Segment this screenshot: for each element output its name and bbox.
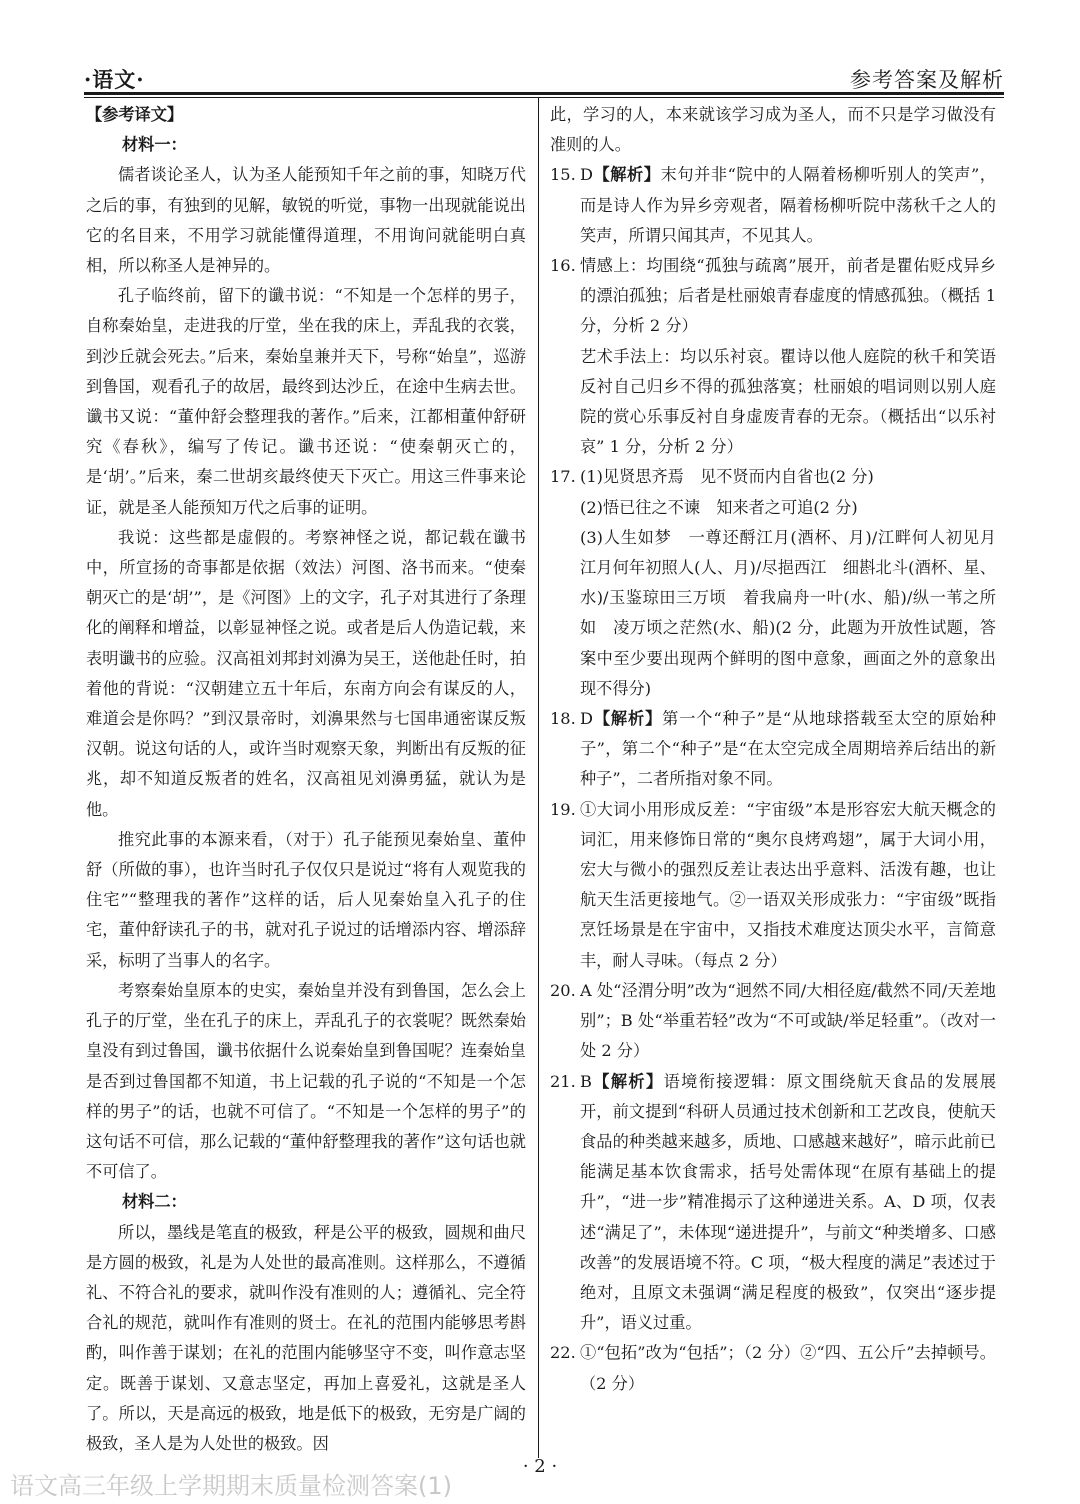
answer-text: 语境衔接逻辑：原文围绕航天食品的发展展开，前文提到“科研人员通过技术创新和工艺改良，使航天食品的种类越来越多，质地、口感越来越好”，暗示此前已能满足基本饮食需求，括号处需体现“在原有基础上的提升”，“进一步”精准揭示了这种递进关系。A、D 项，仅表述“满足了”，未体现“递进提升”，与前文“种类增多、口感改善”的发展语境不符。C 项，“极大程度的满足”表述过于绝对，且原文未强调“满足程度的极致”，仅突出“逐步提升”，语义过重。 bbox=[580, 1071, 997, 1333]
analysis-tag: 【解析】 bbox=[591, 1071, 664, 1091]
answer-choice: D bbox=[580, 165, 593, 185]
answer-item-17 bbox=[550, 462, 1013, 704]
answer-text: 艺术手法上：均以乐衬哀。瞿诗以他人庭院的秋千和笑语反衬自己归乡不得的孤独落寞；杜丽娘的唱词则以别人庭院的赏心乐事反衬自身虚废青春的无奈。（概括出“以乐衬哀” 1 分，分析 2 分） bbox=[580, 346, 996, 457]
watermark-text: 语文高三年级上学期期末质量检测答案(1) bbox=[10, 1472, 452, 1500]
answer-text: (1)见贤思齐焉 见不贤而内自省也(2 分) bbox=[580, 467, 874, 487]
answer-text: ①“包拓”改为“包括”；（2 分）②“四、五公斤”去掉顿号。（2 分） bbox=[580, 1343, 996, 1393]
question-number: 17. bbox=[550, 467, 576, 487]
paragraph: 所以，墨线是笔直的极致，秤是公平的极致，圆规和曲尺是方圆的极致，礼是为人处世的最高准则。这样那么，不遵循礼、不符合礼的要求，就叫作没有准则的人；遵循礼、完全符合礼的规范，就叫作有准则的贤士。在礼的范围内能够思考斟酌，叫作善于谋划；在礼的范围内能够坚守不变，叫作意志坚定。既善于谋划、又意志坚定，再加上喜爱礼，这就是圣人了。所以，天是高远的极致，地是低下的极致，无穷是广阔的极致，圣人是为人处世的极致。因 bbox=[86, 1222, 526, 1453]
answer-text: ①大词小用形成反差：“宇宙级”本是形容宏大航天概念的词汇，用来修饰日常的“奥尔良烤鸡翅”，属于大词小用，宏大与微小的强烈反差让表达出乎意料、活泼有趣，也让航天生活更接地气。②一语双关形成张力：“宇宙级”既指烹饪场景是在宇宙中，又指技术难度达顶尖水平，言简意丰，耐人寻味。（每点 2 分） bbox=[580, 799, 996, 970]
section-title: 【参考译文】 bbox=[86, 105, 184, 124]
page-number: · 2 · bbox=[522, 1456, 558, 1477]
paragraph: 孔子临终前，留下的谶书说：“不知是一个怎样的男子，自称秦始皇，走进我的厅堂，坐在我的床上，弄乱我的衣裳，到沙丘就会死去。”后来，秦始皇兼并天下，号称“始皇”，巡游到鲁国，观看孔子的故居，最终到达沙丘，在途中生病去世。谶书又说：“董仲舒会整理我的著作。”后来，江都相董仲舒研究《春秋》，编写了传记。谶书还说：“使秦朝灭亡的，是‘胡’。”后来，秦二世胡亥最终使天下灭亡。用这三件事来论证，就是圣人能预知万代之后事的证明。 bbox=[86, 286, 526, 517]
answer-text: 末句并非“院中的人隔着杨柳听别人的笑声”，而是诗人作为异乡旁观者，隔着杨柳听院中荡秋千之人的笑声，所谓只闻其声，不见其人。 bbox=[580, 165, 996, 245]
answer-text: 情感上：均围绕“孤独与疏离”展开，前者是瞿佑贬戍异乡的漂泊孤独；后者是杜丽娘青春虚度的情感孤独。（概括 1 分，分析 2 分） bbox=[580, 256, 996, 336]
answer-text: (3)人生如梦 一尊还酹江月(酒杯、月)/江畔何人初见月 江月何年初照人(人、月)/尽挹西江 细斟北斗(酒杯、星、水)/玉鉴琼田三万顷 着我扁舟一叶(水、船)/纵一苇之所如 凌万顷之茫然(水、船)(2 分，此题为开放性试题，答案中至少要出现两个鲜明的图中意象，画面之外的意象出现不得分) bbox=[580, 527, 1013, 698]
question-number: 15. bbox=[550, 165, 576, 185]
question-number: 22. bbox=[550, 1343, 576, 1363]
answer-choice: B bbox=[580, 1071, 592, 1091]
material-one-title: 材料一： bbox=[122, 135, 187, 155]
question-number: 21. bbox=[550, 1071, 576, 1091]
question-number: 19. bbox=[550, 799, 576, 819]
subject-label: ·语文· bbox=[84, 67, 145, 92]
column-divider bbox=[538, 98, 539, 1458]
answer-item-22 bbox=[550, 1338, 996, 1398]
answer-text: (2)悟已往之不谏 知来者之可追(2 分) bbox=[580, 497, 858, 517]
answer-item-21 bbox=[550, 1067, 996, 1339]
paragraph: 推究此事的本源来看，（对于）孔子能预见秦始皇、董仲舒（所做的事），也许当时孔子仅仅只是说过“将有人观览我的住宅”“整理我的著作”这样的话，后人见秦始皇入孔子的住宅，董仲舒读孔子的书，就对孔子说过的话增添内容、增添辞采，标明了当事人的名字。 bbox=[86, 829, 526, 970]
analysis-tag: 【解析】 bbox=[592, 165, 661, 185]
question-number: 16. bbox=[550, 256, 576, 276]
header-rule-thin bbox=[84, 97, 1004, 98]
question-number: 18. bbox=[550, 709, 576, 729]
answer-item-20 bbox=[550, 976, 996, 1067]
material-two-title: 材料二： bbox=[122, 1192, 187, 1212]
paragraph: 考察秦始皇原本的史实，秦始皇并没有到鲁国，怎么会上孔子的厅堂，坐在孔子的床上，弄乱孔子的衣裳呢？既然秦始皇没有到过鲁国，谶书依据什么说秦始皇到鲁国呢？连秦始皇是否到过鲁国都不知道，书上记载的孔子说的“不知是一个怎样的男子”的话，也就不可信了。“不知是一个怎样的男子”的这句话不可信，那么记载的“董仲舒整理我的著作”这句话也就不可信了。 bbox=[86, 980, 526, 1182]
answer-choice: D bbox=[580, 709, 593, 729]
question-number: 20. bbox=[550, 980, 576, 1000]
header-title: 参考答案及解析 bbox=[850, 68, 1004, 92]
answer-item-16 bbox=[550, 251, 996, 462]
answer-text: 第一个“种子”是“从地球搭载至太空的原始种子”，第二个“种子”是“在太空完成全周期培养后结出的新种子”，二者所指对象不同。 bbox=[580, 709, 997, 789]
answer-item-19 bbox=[550, 795, 996, 976]
right-column bbox=[550, 100, 1013, 1399]
header-rule-thick bbox=[84, 92, 1004, 95]
answer-item-15 bbox=[550, 160, 996, 251]
paragraph: 儒者谈论圣人，认为圣人能预知千年之前的事，知晓万代之后的事，有独到的见解，敏锐的听觉，事物一出现就能说出它的名目来，不用学习就能懂得道理，不用询问就能明白真相，所以称圣人是神异的。 bbox=[86, 165, 526, 276]
left-column bbox=[86, 100, 526, 1459]
analysis-tag: 【解析】 bbox=[592, 709, 663, 729]
continued-paragraph: 此，学习的人，本来就该学习成为圣人，而不只是学习做没有准则的人。 bbox=[550, 105, 996, 155]
answer-text: A 处“泾渭分明”改为“迥然不同/大相径庭/截然不同/天差地别”；B 处“举重若轻”改为“不可或缺/举足轻重”。（改对一处 2 分） bbox=[580, 980, 996, 1061]
answer-item-18 bbox=[550, 704, 996, 795]
paragraph: 我说：这些都是虚假的。考察神怪之说，都记载在谶书中，所宣扬的奇事都是依据（效法）河图、洛书而来。“使秦朝灭亡的是‘胡’”，是《河图》上的文字，孔子对其进行了条理化的阐释和增益，以彰显神怪之说。或者是后人伪造记载，来表明谶书的应验。汉高祖刘邦封刘濞为吴王，送他赴任时，拍着他的背说：“汉朝建立五十年后，东南方向会有谋反的人，难道会是你吗？”到汉景帝时，刘濞果然与七国串通密谋反叛汉朝。说这句话的人，或许当时观察天象，判断出有反叛的征兆，却不知道反叛者的姓名，汉高祖见刘濞勇猛，就认为是他。 bbox=[86, 527, 526, 819]
page-header bbox=[84, 58, 1004, 96]
